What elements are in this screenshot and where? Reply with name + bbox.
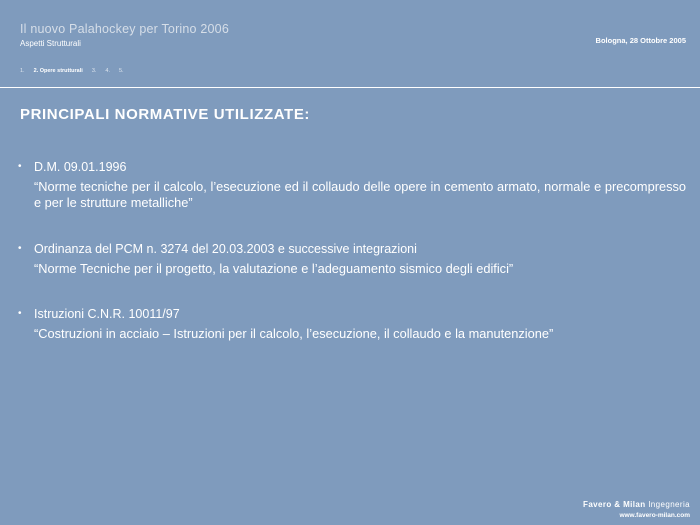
bullet-text: “Norme tecniche per il calcolo, l’esecuzione ed il collaudo delle opere in cemento armato, normale e precompresso e per le strutture metalliche” [34, 178, 686, 211]
slide-content [18, 160, 686, 364]
nav-item-5[interactable]: 5. [119, 68, 124, 74]
footer-company [583, 500, 690, 509]
list-item [18, 160, 686, 212]
list-item [18, 307, 686, 342]
bullet-icon: • [18, 308, 22, 320]
bullet-heading: D.M. 09.01.1996 [34, 160, 127, 174]
bullet-icon: • [18, 242, 22, 254]
slide-header [0, 0, 700, 88]
bullet-icon: • [18, 161, 22, 172]
list-item [18, 242, 686, 277]
presentation-place-date: Bologna, 28 Ottobre 2005 [595, 36, 686, 45]
page-title: PRINCIPALI NORMATIVE UTILIZZATE: [20, 106, 311, 123]
footer-company-name: Favero & Milan [583, 500, 646, 509]
nav-item-4[interactable]: 4. [105, 68, 110, 74]
slide-footer [583, 500, 690, 519]
bullet-text: “Costruzioni in acciaio – Istruzioni per il calcolo, l’esecuzione, il collaudo e la manutenzione” [34, 325, 554, 341]
presentation-subtitle: Aspetti Strutturali [20, 39, 81, 48]
bullet-heading: Istruzioni C.N.R. 10011/97 [34, 307, 180, 322]
nav-item-3[interactable]: 3. [91, 68, 97, 74]
nav-item-1[interactable]: 1. [20, 68, 25, 74]
section-nav[interactable] [20, 68, 124, 74]
bullet-heading: Ordinanza del PCM n. 3274 del 20.03.2003 e successive integrazioni [34, 241, 417, 256]
nav-item-2[interactable]: 2. Opere strutturali [33, 68, 83, 74]
presentation-title: Il nuovo Palahockey per Torino 2006 [20, 22, 229, 36]
footer-company-suffix: Ingegneria [648, 500, 690, 509]
bullet-text: “Norme Tecniche per il progetto, la valutazione e l’adeguamento sismico degli edifici” [34, 260, 514, 276]
footer-website[interactable]: www.favero-milan.com [619, 512, 690, 519]
